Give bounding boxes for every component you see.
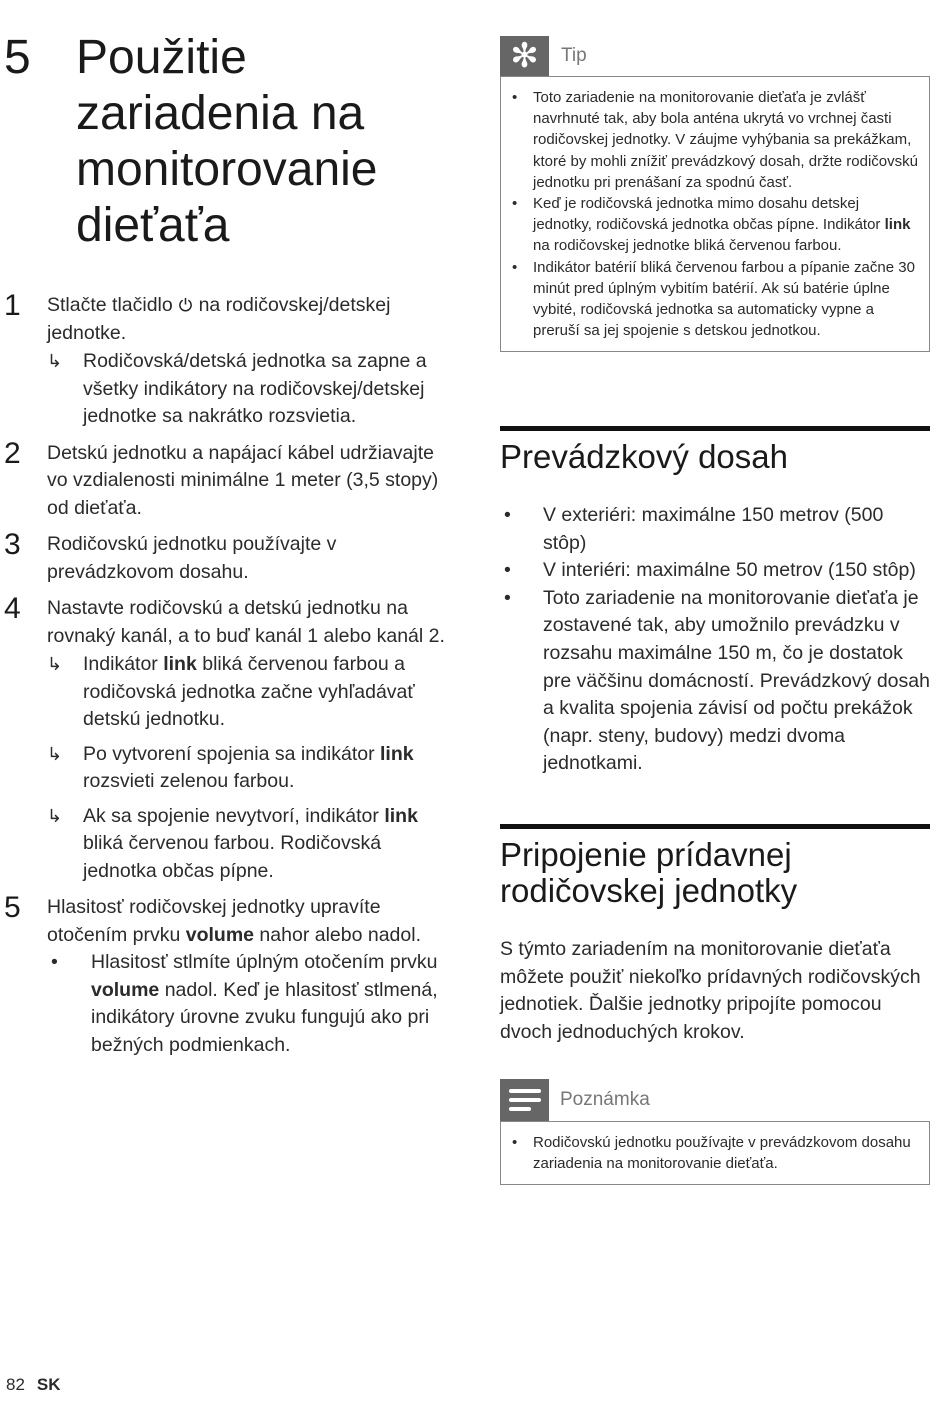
bullet-dot: • <box>51 951 58 973</box>
bullet-dot: • <box>504 559 511 582</box>
extra-section-paragraph: S týmto zariadením na monitorovanie dieťaťa môžete použiť niekoľko prídavných rodičovských jednotiek. Ďalšie jednotky pripojíte pomocou dvoch jednoduchých krokov. <box>500 938 921 1043</box>
range-list <box>500 502 932 778</box>
result-text: Rodičovská/detská jednotka sa zapne a všetky indikátory na rodičovskej/detskej jednotke sa nakrátko rozsvietia. <box>83 350 427 427</box>
step-text-part: na rodičovskej/detskej jednotke. <box>47 294 391 344</box>
note-header <box>500 1079 650 1121</box>
tip-label: Tip <box>561 45 587 66</box>
link-keyword: link <box>380 742 414 765</box>
asterisk-icon: ✻ <box>500 36 549 76</box>
result-text: Po vytvorení spojenia sa indikátor <box>83 742 380 765</box>
range-section-title: Prevádzkový dosah <box>500 438 788 475</box>
range-text: V exteriéri: maximálne 150 metrov (500 stôp) <box>543 504 884 554</box>
tip-text: Keď je rodičovská jednotka mimo dosahu detskej jednotky, rodičovská jednotka občas pípne. Indikátor <box>533 195 885 234</box>
step-text-part: Hlasitosť rodičovskej jednotky upravíte otočením prvku <box>47 896 381 946</box>
range-item <box>500 502 932 557</box>
range-item <box>500 585 932 778</box>
bullet-dot: • <box>512 258 518 276</box>
tip-list <box>501 87 929 341</box>
result-item <box>47 348 450 431</box>
note-box <box>500 1121 930 1185</box>
result-arrow-icon: ↳ <box>47 805 63 826</box>
section-rule <box>500 824 930 829</box>
range-text: V interiéri: maximálne 50 metrov (150 stôp) <box>543 559 916 582</box>
sub-bullet-text: nadol. Keď je hlasitosť stlmená, indikátory úrovne zvuku fungujú ako pri bežných podmienkach. <box>91 978 438 1056</box>
result-item <box>47 651 450 734</box>
note-text: Rodičovskú jednotku používajte v prevádzkovom dosahu zariadenia na monitorovanie dieťaťa. <box>533 1134 911 1173</box>
link-keyword: link <box>163 653 197 675</box>
sub-bullet-item <box>47 949 450 1059</box>
range-text: Toto zariadenie na monitorovanie dieťaťa je zostavené tak, aby umožnilo prevádzku v rozsahu maximálne 150 m, čo je dostatok pre väčšinu domácností. Prevádzkový dosah a kvalita spojenia závisí od počtu prekážok (napr. steny, budovy) medzi dvoma jednotkami. <box>543 586 930 775</box>
page-footer <box>6 1375 61 1395</box>
step-text <box>47 292 450 347</box>
step-3 <box>0 528 450 586</box>
tip-item <box>501 193 929 257</box>
note-item <box>501 1132 929 1174</box>
step-2 <box>0 436 450 523</box>
step-text <box>47 894 450 949</box>
result-item <box>47 803 450 886</box>
step-1 <box>0 289 450 431</box>
page-number: 82 <box>6 1375 25 1394</box>
power-icon <box>178 297 193 312</box>
bullet-dot: • <box>512 195 518 213</box>
result-arrow-icon: ↳ <box>47 351 63 371</box>
chapter-number: 5 <box>4 31 31 84</box>
tip-text: Indikátor batérií bliká červenou farbou a pípanie začne 30 minút pred úplným vybitím batérií. Ak sú batérie úplne vybité, rodičovská jednotka sa automaticky vypne a preruší sa jej spojenie s detskou jednotkou. <box>533 258 915 340</box>
result-text: rozsvieti zelenou farbou. <box>83 770 295 792</box>
tip-header <box>500 36 587 76</box>
step-text: Rodičovskú jednotku používajte v prevádzkovom dosahu. <box>47 533 337 583</box>
bullet-dot: • <box>504 586 511 609</box>
chapter-title: Použitie zariadenia na monitorovanie dieťaťa <box>76 31 378 252</box>
tip-text: na rodičovskej jednotke bliká červenou farbou. <box>533 237 842 255</box>
link-keyword: link <box>884 216 911 234</box>
tip-text: Toto zariadenie na monitorovanie dieťaťa je zvlášť navrhnuté tak, aby bola anténa ukrytá vo vrchnej časti rodičovskej jednotky. V záujme vyhýbania sa prekážkam, ktoré by mohli znížiť prevádzkový dosah, držte rodičovskú jednotku pri prenášaní za spodnú časť. <box>533 89 918 191</box>
tip-box <box>500 76 930 352</box>
result-text: Indikátor <box>83 653 164 675</box>
note-lines-icon <box>500 1079 549 1121</box>
sub-bullet-text: Hlasitosť stlmíte úplným otočením prvku <box>91 951 438 973</box>
range-item <box>500 557 932 585</box>
step-text-part: nahor alebo nadol. <box>254 923 421 946</box>
tip-item <box>501 257 929 342</box>
result-text: bliká červenou farbou a rodičovská jednotka začne vyhľadávať detskú jednotku. <box>83 653 415 730</box>
result-arrow-icon: ↳ <box>47 743 63 764</box>
result-arrow-icon: ↳ <box>47 654 63 674</box>
step-number: 4 <box>4 592 21 625</box>
step-text: Detskú jednotku a napájací kábel udržiavajte vo vzdialenosti minimálne 1 meter (3,5 stopy) od dieťaťa. <box>47 441 439 519</box>
step-number: 2 <box>4 436 21 470</box>
note-list <box>501 1132 929 1174</box>
note-label: Poznámka <box>560 1089 650 1110</box>
link-keyword: link <box>384 804 418 827</box>
step-number: 3 <box>4 528 21 561</box>
bullet-dot: • <box>512 89 518 106</box>
step-number: 5 <box>4 891 21 924</box>
volume-keyword: volume <box>185 923 255 946</box>
step-number: 1 <box>4 289 21 322</box>
result-text: bliká červenou farbou. Rodičovská jednotka občas pípne. <box>83 832 382 882</box>
step-text: Nastavte rodičovskú a detskú jednotku na rovnaký kanál, a to buď kanál 1 alebo kanál 2. <box>47 597 445 647</box>
result-item <box>47 741 450 796</box>
result-text: Ak sa spojenie nevytvorí, indikátor <box>83 804 385 827</box>
bullet-dot: • <box>512 1134 518 1151</box>
step-4 <box>0 592 450 885</box>
tip-item <box>501 87 929 193</box>
volume-keyword: volume <box>91 978 160 1001</box>
bullet-dot: • <box>504 504 511 526</box>
section-rule <box>500 426 930 431</box>
extra-section-title: Pripojenie prídavnej rodičovskej jednotky <box>500 836 798 909</box>
steps-list <box>0 289 450 1068</box>
language-code: SK <box>36 1375 61 1394</box>
step-text-part: Stlačte tlačidlo <box>47 294 179 316</box>
step-5 <box>0 891 450 1059</box>
